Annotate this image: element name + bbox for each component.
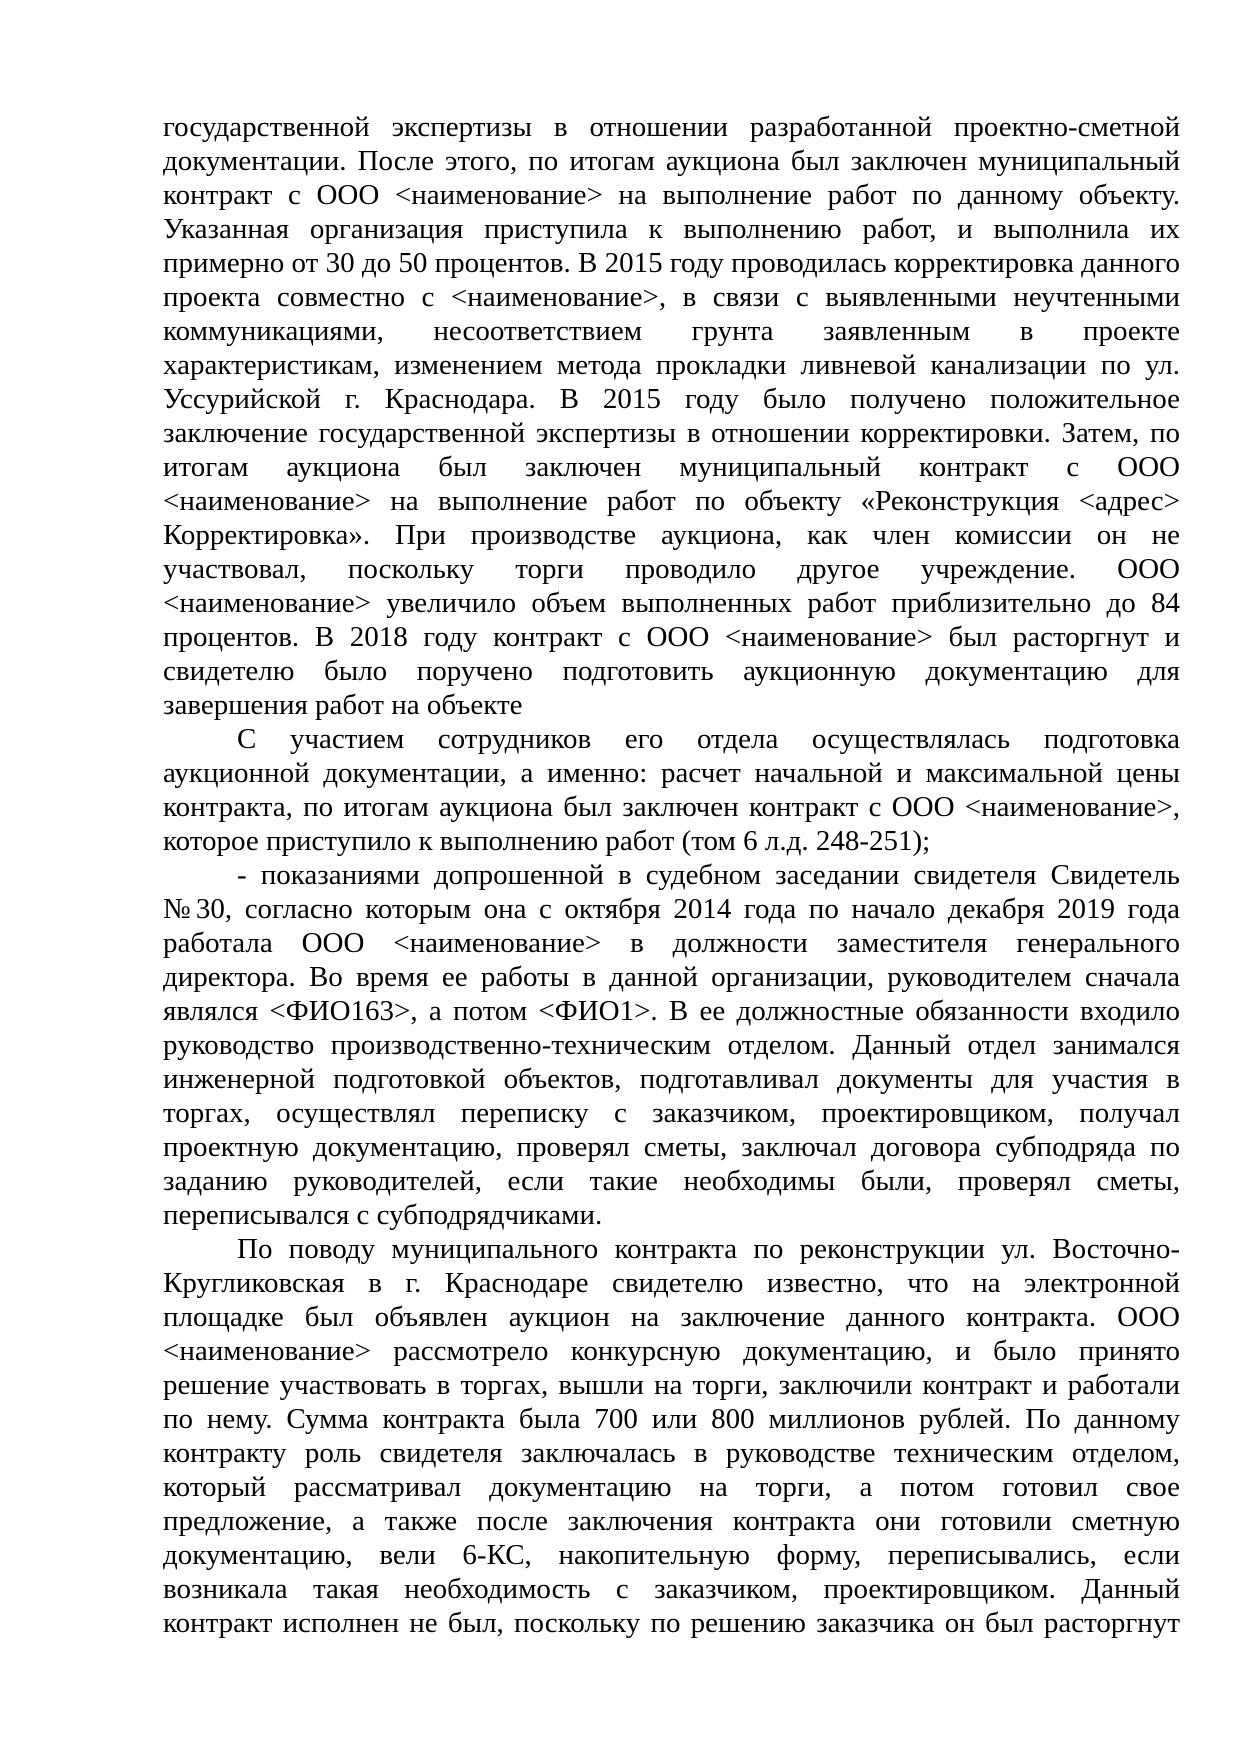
text-line: документацию, вели 6-КС, накопительную форму, переписывались, если	[163, 1539, 1180, 1571]
text-line: контракта, по итогам аукциона был заключен контракт с ООО <наименование>,	[163, 791, 1180, 823]
paragraph-4	[163, 1232, 1180, 1640]
text-line: работала ООО <наименование> в должности заместителя генерального	[163, 927, 1180, 959]
text-line: примерно от 30 до 50 процентов. В 2015 году проводилась корректировка данного	[163, 247, 1181, 279]
text-line: свидетелю было поручено подготовить аукционную документацию для	[163, 655, 1180, 687]
text-line: Указанная организация приступила к выполнению работ, и выполнила их	[163, 213, 1180, 245]
text-line: предложение, а также после заключения контракта они готовили сметную	[163, 1505, 1180, 1537]
text-line: <наименование> увеличило объем выполненных работ приблизительно до 84	[163, 587, 1180, 619]
text-line: процентов. В 2018 году контракт с ООО <наименование> был расторгнут и	[163, 621, 1180, 653]
text-line: характеристикам, изменением метода прокладки ливневой канализации по ул.	[163, 349, 1180, 381]
text-line: <наименование> на выполнение работ по объекту «Реконструкция <адрес>	[163, 485, 1180, 517]
text-line: которое приступило к выполнению работ (том 6 л.д. 248-251);	[163, 825, 931, 857]
text-line: С участием сотрудников его отдела осуществлялась подготовка	[237, 723, 1180, 755]
text-line: участвовал, поскольку торги проводило другое учреждение. ООО	[163, 553, 1180, 585]
text-line: контракт с ООО <наименование> на выполнение работ по данному объекту.	[163, 179, 1180, 211]
text-line: По поводу муниципального контракта по реконструкции ул. Восточно-	[237, 1233, 1180, 1265]
text-line: проектную документацию, проверял сметы, заключал договора субподряда по	[163, 1131, 1180, 1163]
text-line: аукционной документации, а именно: расчет начальной и максимальной цены	[163, 757, 1180, 789]
text-line: заданию руководителей, если такие необходимы были, проверял сметы,	[163, 1165, 1180, 1197]
paragraph-2	[163, 722, 1180, 858]
text-line: коммуникациями, несоответствием грунта заявленным в проекте	[163, 315, 1180, 347]
text-line: являлся <ФИО163>, а потом <ФИО1>. В ее должностные обязанности входило	[163, 995, 1180, 1027]
text-line: Корректировка». При производстве аукциона, как член комиссии он не	[163, 519, 1180, 551]
paragraph-1	[163, 110, 1180, 722]
text-line: возникала такая необходимость с заказчиком, проектировщиком. Данный	[163, 1573, 1180, 1605]
text-line: государственной экспертизы в отношении разработанной проектно-сметной	[163, 111, 1180, 143]
text-line: инженерной подготовкой объектов, подготавливал документы для участия в	[163, 1063, 1180, 1095]
document-text-block	[163, 110, 1180, 1640]
text-line: решение участвовать в торгах, вышли на торги, заключили контракт и работали	[163, 1369, 1180, 1401]
text-line: по нему. Сумма контракта была 700 или 800 миллионов рублей. По данному	[163, 1403, 1180, 1435]
text-line: Уссурийской г. Краснодара. В 2015 году было получено положительное	[163, 383, 1180, 415]
paragraph-3	[163, 858, 1180, 1232]
text-line: директора. Во время ее работы в данной организации, руководителем сначала	[163, 961, 1180, 993]
text-line: переписывался с субподрядчиками.	[163, 1199, 603, 1231]
text-line: итогам аукциона был заключен муниципальный контракт с ООО	[163, 451, 1180, 483]
text-line: торгах, осуществлял переписку с заказчиком, проектировщиком, получал	[163, 1097, 1180, 1129]
text-line: - показаниями допрошенной в судебном заседании свидетеля Свидетель	[237, 859, 1180, 891]
text-line: <наименование> рассмотрело конкурсную документацию, и было принято	[163, 1335, 1180, 1367]
text-line: контракту роль свидетеля заключалась в руководстве техническим отделом,	[163, 1437, 1180, 1469]
text-line: проекта совместно с <наименование>, в связи с выявленными неучтенными	[163, 281, 1180, 313]
text-line: №30, согласно которым она с октября 2014 года по начало декабря 2019 года	[163, 893, 1180, 925]
text-line: руководство производственно-техническим отделом. Данный отдел занимался	[163, 1029, 1180, 1061]
text-line: контракт исполнен не был, поскольку по решению заказчика он был расторгнут	[163, 1607, 1180, 1639]
text-line: Кругликовская в г. Краснодаре свидетелю известно, что на электронной	[163, 1267, 1180, 1299]
text-line: который рассматривал документацию на торги, а потом готовил свое	[163, 1471, 1180, 1503]
text-line: завершения работ на объекте	[163, 689, 523, 721]
text-line: заключение государственной экспертизы в отношении корректировки. Затем, по	[163, 417, 1180, 449]
text-line: документации. После этого, по итогам аукциона был заключен муниципальный	[163, 145, 1180, 177]
text-line: площадке был объявлен аукцион на заключение данного контракта. ООО	[163, 1301, 1180, 1333]
